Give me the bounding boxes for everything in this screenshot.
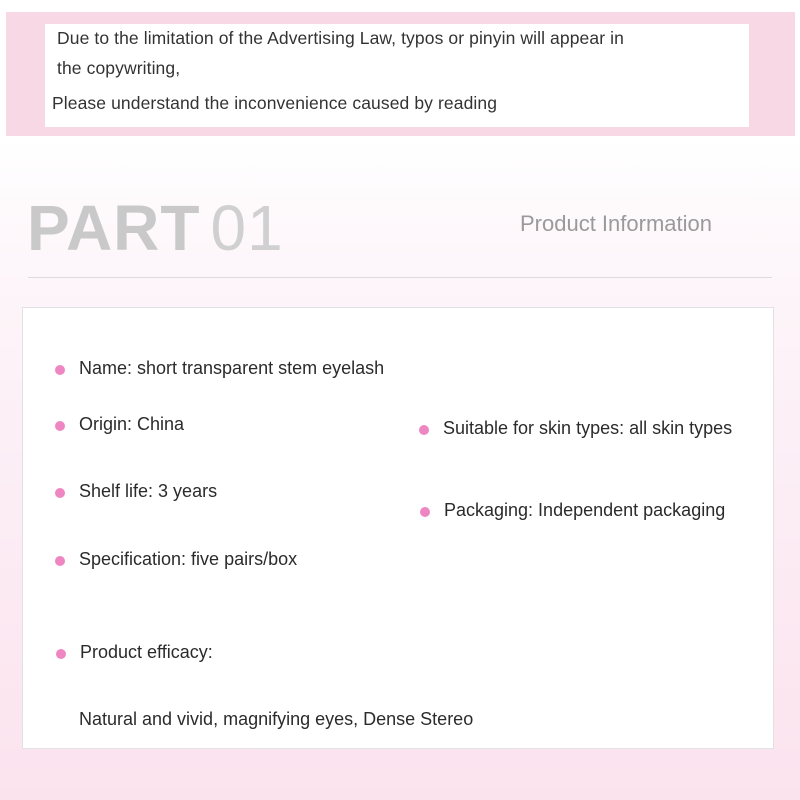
info-skin-types: Suitable for skin types: all skin types (443, 418, 733, 438)
bullet-dot-icon (420, 507, 430, 517)
info-efficacy-label: Product efficacy: (80, 642, 213, 662)
bullet-dot-icon (55, 421, 65, 431)
info-packaging: Packaging: Independent packaging (444, 500, 726, 520)
section-label: Product Information (520, 211, 712, 236)
bullet-dot-icon (56, 649, 66, 659)
info-name: Name: short transparent stem eyelash (79, 358, 385, 378)
notice-line-1: Due to the limitation of the Advertising Law, typos or pinyin will appear in (57, 28, 624, 48)
info-shelf-life: Shelf life: 3 years (79, 481, 218, 501)
notice-box (45, 24, 749, 127)
part-word: PART (27, 192, 201, 264)
bullet-dot-icon (55, 488, 65, 498)
notice-line-2: the copywriting, (57, 58, 181, 78)
part-number: 01 (210, 192, 284, 264)
bullet-dot-icon (55, 365, 65, 375)
bullet-dot-icon (419, 425, 429, 435)
efficacy-description: Natural and vivid, magnifying eyes, Dense Stereo (79, 709, 474, 729)
info-origin: Origin: China (79, 414, 185, 434)
info-specification: Specification: five pairs/box (79, 549, 298, 569)
section-title (27, 192, 284, 264)
divider (28, 277, 772, 278)
bullet-dot-icon (55, 556, 65, 566)
notice-line-3: Please understand the inconvenience caused by reading (52, 93, 498, 113)
